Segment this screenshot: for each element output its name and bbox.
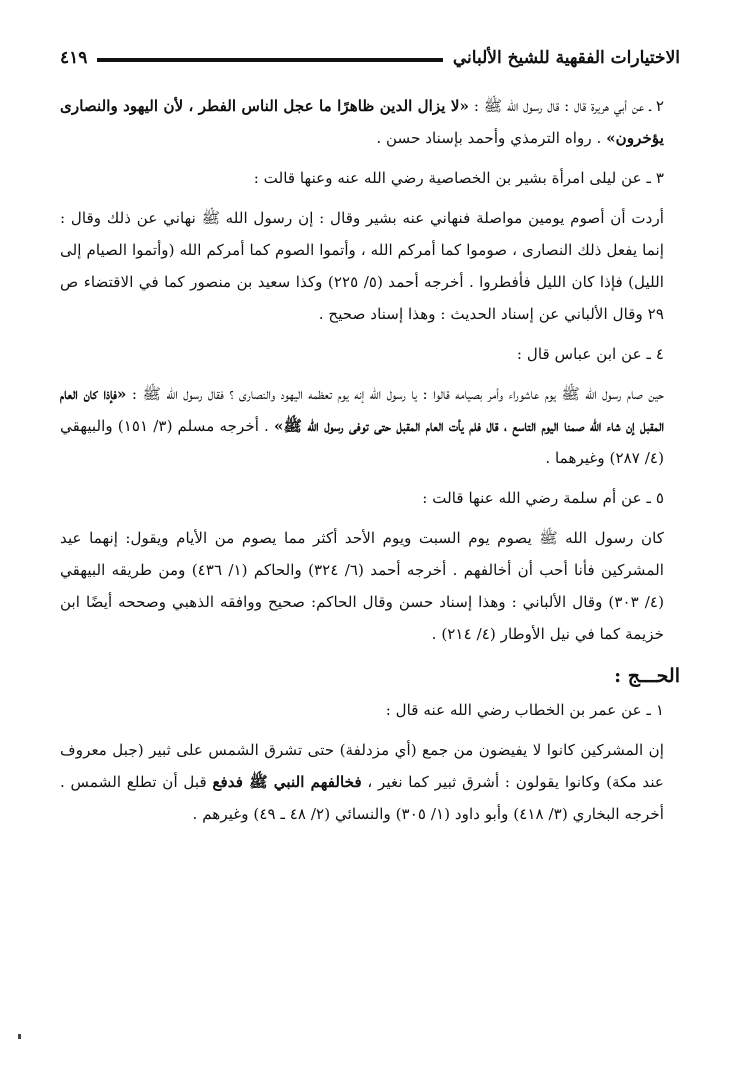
page-content bbox=[60, 90, 680, 830]
hadith-text-3: أردت أن أصوم يومين مواصلة فنهاني عنه بشير وقال : إن رسول الله ﷺ نهاني عن ذلك وقال : إنما يفعل ذلك النصارى ، صوموا كما أمركم الله ، وأتموا الصوم كما أمركم الله (وأتموا الصيام إلى الليل) فإذا كان الليل فأفطروا . أخرجه أحمد (٥/ ٢٢٥) وكذا سعيد بن منصور كما في الاقتضاء ص ٢٩ وقال الألباني عن إسناد الحديث : وهذا إسناد صحيح . bbox=[60, 209, 664, 323]
hadith-item-2 bbox=[60, 90, 680, 154]
hadith-intro: حين صام رسول الله ﷺ يوم عاشوراء وأمر بصيامه قالوا : يا رسول الله إنه يوم تعظمه اليهود والنصارى ؟ فقال رسول الله ﷺ : bbox=[126, 385, 664, 403]
hadith-quote: «فإذا كان العام المقبل إن شاء الله صمنا اليوم التاسع ، قال فلم يأت العام المقبل حتى توفى رسول الله ﷺ» bbox=[60, 385, 665, 435]
running-title: الاختيارات الفقهية للشيخ الألباني bbox=[452, 48, 680, 68]
hadith-source: . أخرجه مسلم (٣/ ١٥١) والبيهقي (٤/ ٢٨٧) وغيرهما . bbox=[60, 417, 664, 467]
hadith-intro: إن المشركين كانوا لا يفيضون من جمع (أي مزدلفة) حتى تشرق الشمس على ثبير (جبل معروف عند مكة) وكانوا يقولون : أشرق ثبير كما نغير ، bbox=[60, 741, 664, 791]
hajj-heading-1: ١ ـ عن عمر بن الخطاب رضي الله عنه قال : bbox=[385, 701, 664, 719]
hadith-text-5: كان رسول الله ﷺ يصوم يوم السبت ويوم الأحد أكثر مما يصوم من الأيام ويقول: إنهما عيد المشركين فأنا أحب أن أخالفهم . أخرجه أحمد (٦/ ٣٢٤) والحاكم (١/ ٤٣٦) ومن طريقه البيهقي (٤/ ٣٠٣) وقال الألباني : وهذا إسناد حسن وقال الحاكم: صحيح ووافقه الذهبي وصححه أيضًا ابن خزيمة كما في نيل الأوطار (٤/ ٢١٤) . bbox=[60, 529, 664, 643]
hadith-heading-4: ٤ ـ عن ابن عباس قال : bbox=[516, 345, 664, 363]
hadith-bold: فخالفهم النبي ﷺ فدفع bbox=[212, 773, 362, 791]
book-page bbox=[60, 40, 680, 830]
hadith-source: . رواه الترمذي وأحمد بإسناد حسن . bbox=[376, 129, 607, 147]
page-number: ٤١٩ bbox=[60, 48, 88, 68]
hadith-source: قبل أن تطلع الشمس . أخرجه البخاري (٣/ ٤١٨) وأبو داود (١/ ٣٠٥) والنسائي (٢/ ٤٨ ـ ٤٩) وغيرهم . bbox=[60, 773, 664, 823]
section-title-hajj: الحـــج : bbox=[614, 665, 680, 687]
hadith-text-4 bbox=[60, 378, 680, 474]
item-number: ٢ ـ bbox=[644, 97, 664, 115]
hadith-intro: عن أبي هريرة قال : قال رسول الله ﷺ : bbox=[468, 97, 645, 115]
hadith-heading-5: ٥ ـ عن أم سلمة رضي الله عنها قالت : bbox=[422, 489, 664, 507]
header-rule bbox=[97, 58, 442, 62]
hadith-heading-3: ٣ ـ عن ليلى امرأة بشير بن الخصاصية رضي الله عنه وعنها قالت : bbox=[253, 169, 664, 187]
hajj-text-1 bbox=[60, 734, 680, 830]
scan-speck bbox=[18, 1034, 21, 1039]
hadith-quote: «لا يزال الدين ظاهرًا ما عجل الناس الفطر ، لأن اليهود والنصارى يؤخرون» bbox=[60, 97, 664, 147]
page-header bbox=[60, 40, 680, 76]
